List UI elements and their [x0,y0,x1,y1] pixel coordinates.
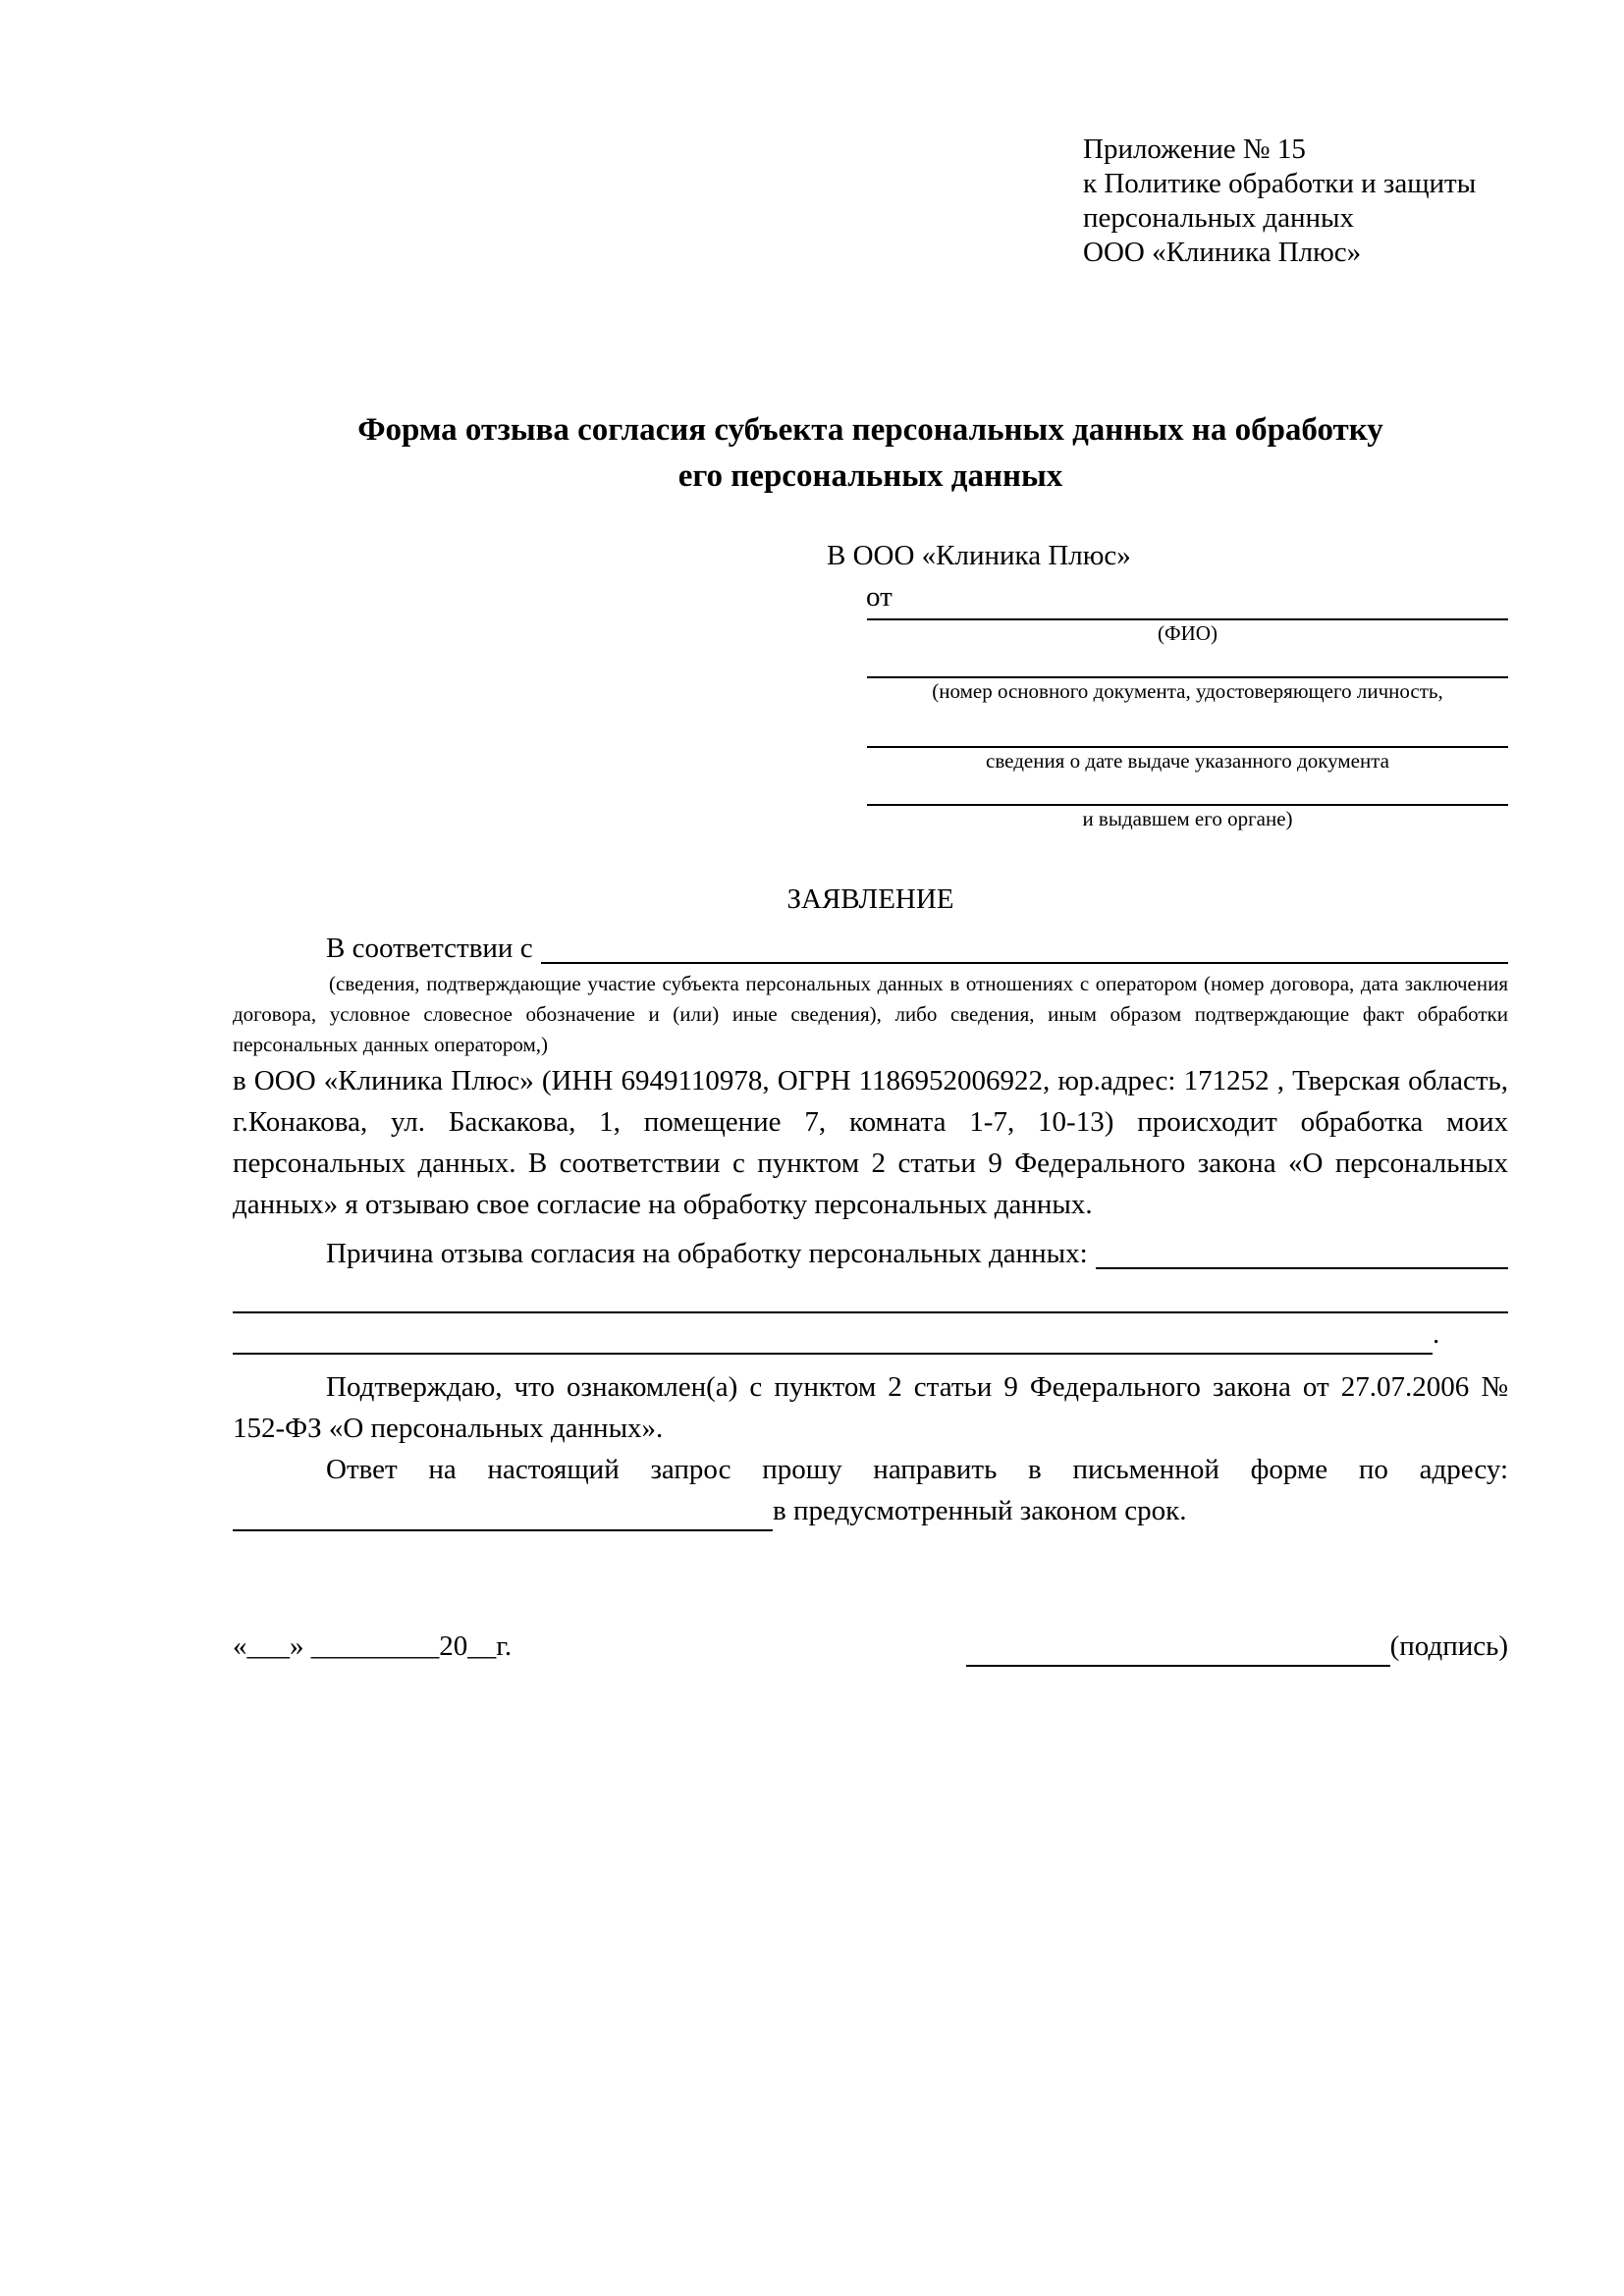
response-suffix-text: в предусмотренный законом срок. [773,1495,1187,1526]
issue-date-caption: сведения о дате выдаче указанного документа [986,749,1389,773]
signature-caption: (подпись) [1389,1630,1508,1662]
basis-blank-field [541,962,1508,964]
fine-print-note: (сведения, подтверждающие участие субъекта персональных данных в отношениях с оператором (номер договора, дата заключения договора, условное словесное обозначение и (или) иные сведения), либо сведения, иным образом подтверждающие факт обработки персональных данных оператором,) [233,972,1508,1056]
issue-date-blank-field [867,704,1508,748]
appendix-number-line: Приложение № 15 [1083,133,1306,165]
statement-heading: ЗАЯВЛЕНИЕ [786,883,954,915]
appendix-header-block [1083,133,1508,270]
policy-reference-line: к Политике обработки и защиты [1083,168,1477,199]
reason-blank-line-2-row [233,1313,1508,1355]
response-address-line [233,1490,1508,1531]
signature-group [966,1626,1508,1667]
reason-line [233,1233,1508,1274]
document-title [233,407,1508,500]
reason-blank-line-1 [233,1274,1508,1313]
blank-line-period: . [1433,1318,1440,1350]
response-request-line: Ответ на настоящий запрос прошу направить в письменной форме по адресу: [326,1454,1508,1485]
organization-name-line: ООО «Клиника Плюс» [1083,237,1362,268]
document-title-line-2: его персональных данных [677,458,1063,494]
document-title-line-1: Форма отзыва согласия субъекта персональных данных на обработку [357,412,1383,448]
reason-blank-line-2 [233,1315,1433,1355]
fio-caption: (ФИО) [1158,621,1218,645]
date-blank-field: «___» _________20__г. [233,1630,513,1662]
confirmation-paragraph: Подтверждаю, что ознакомлен(а) с пунктом 2 статьи 9 Федерального закона от 27.07.2006 № 152-ФЗ «О персональных данных». [233,1371,1508,1444]
document-number-caption: (номер основного документа, удостоверяющего личность, [932,679,1443,703]
basis-prefix-text: В соответствии с [326,933,533,964]
recipient-from-label: от [866,581,893,613]
signature-blank-field [966,1629,1390,1667]
document-number-blank-field [867,646,1508,678]
policy-reference-line-2: персональных данных [1083,202,1355,234]
reason-blank-field [1096,1267,1508,1269]
main-paragraph: в ООО «Клиника Плюс» (ИНН 6949110978, ОГРН 1186952006922, юр.адрес: 171252 , Тверская область, г.Конакова, ул. Баскакова, 1, помещение 7, комната 1-7, 10-13) происходит обработка моих персональных данных. В соответствии с пунктом 2 статьи 9 Федерального закона «О персональных данных» я отзываю свое согласие на обработку персональных данных. [233,1065,1508,1220]
issuing-authority-caption: и выдавшем его органе) [1082,807,1293,830]
basis-line [233,928,1508,969]
reason-label: Причина отзыва согласия на обработку персональных данных: [326,1238,1088,1269]
recipient-block [233,535,1508,831]
address-blank-field [233,1494,773,1531]
signature-row [233,1626,1508,1667]
recipient-to: В ООО «Клиника Плюс» [827,540,1131,571]
recipient-fields [867,617,1508,831]
issuing-authority-blank-field [867,774,1508,806]
